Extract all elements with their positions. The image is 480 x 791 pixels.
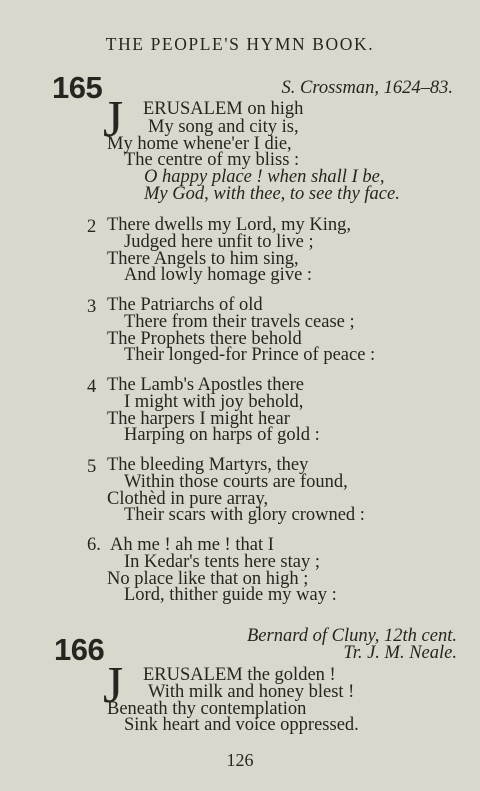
hymn-165-v3-line-3: The Prophets there behold xyxy=(107,329,302,349)
hymn-165-v2-line-4: And lowly homage give : xyxy=(124,265,313,285)
drop-cap-165: J xyxy=(103,91,124,148)
hymn-165-v1-line-3: My home whene'er I die, xyxy=(107,134,292,154)
hymn-165-v6-line-2: In Kedar's tents here stay ; xyxy=(124,552,320,572)
hymn-165-v2-line-1: There dwells my Lord, my King, xyxy=(107,215,352,235)
hymn-166-translator: Tr. J. M. Neale. xyxy=(343,643,457,663)
hymn-165-v6-line-1: Ah me ! ah me ! that I xyxy=(110,535,274,555)
page-number: 126 xyxy=(226,750,254,770)
hymn-165-v5-line-2: Within those courts are found, xyxy=(124,472,348,492)
hymn-165-v6-line-3: No place like that on high ; xyxy=(107,569,309,589)
hymn-165-author: S. Crossman, 1624–83. xyxy=(281,78,453,98)
hymn-166-v1-line-3: Beneath thy contemplation xyxy=(107,699,307,719)
hymn-165-v3-line-1: The Patriarchs of old xyxy=(107,295,263,315)
hymn-166-author: Bernard of Cluny, 12th cent. xyxy=(247,626,457,646)
hymn-165-v2-line-3: There Angels to him sing, xyxy=(107,249,299,269)
running-title: THE PEOPLE'S HYMN BOOK. xyxy=(105,34,375,54)
hymn-166-v1-line-4: Sink heart and voice oppressed. xyxy=(124,715,359,735)
hymn-165-v1-line-1: ERUSALEM on high xyxy=(143,99,304,119)
verse-number-4: 4 xyxy=(87,377,97,397)
drop-cap-166: J xyxy=(103,657,124,714)
hymn-165-v1-line-4: The centre of my bliss : xyxy=(124,150,300,170)
hymn-165-v3-line-4: Their longed-for Prince of peace : xyxy=(124,345,376,365)
hymn-166-v1-line-1: ERUSALEM the golden ! xyxy=(143,665,336,685)
verse-number-2: 2 xyxy=(87,217,97,237)
hymn-165-refrain-1: O happy place ! when shall I be, xyxy=(144,167,385,187)
hymn-165-v4-line-2: I might with joy behold, xyxy=(124,392,304,412)
hymn-165-v5-line-3: Clothèd in pure array, xyxy=(107,489,269,509)
hymn-165-v5-line-4: Their scars with glory crowned : xyxy=(124,505,365,525)
hymn-165-v5-line-1: The bleeding Martyrs, they xyxy=(107,455,309,475)
hymn-number-165: 165 xyxy=(52,70,103,105)
verse-number-6: 6. xyxy=(87,535,101,555)
hymn-166-v1-line-2: With milk and honey blest ! xyxy=(148,682,355,702)
hymn-165-v4-line-4: Harping on harps of gold : xyxy=(124,425,320,445)
verse-number-3: 3 xyxy=(87,297,97,317)
hymn-165-refrain-2: My God, with thee, to see thy face. xyxy=(144,184,400,204)
hymn-165-v6-line-4: Lord, thither guide my way : xyxy=(124,585,337,605)
hymn-165-v3-line-2: There from their travels cease ; xyxy=(124,312,355,332)
hymn-165-v4-line-3: The harpers I might hear xyxy=(107,409,290,429)
hymn-165-v1-line-2: My song and city is, xyxy=(148,117,299,137)
hymn-number-166: 166 xyxy=(54,632,105,667)
hymn-165-v2-line-2: Judged here unfit to live ; xyxy=(124,232,314,252)
hymn-165-v4-line-1: The Lamb's Apostles there xyxy=(107,375,305,395)
verse-number-5: 5 xyxy=(87,457,97,477)
